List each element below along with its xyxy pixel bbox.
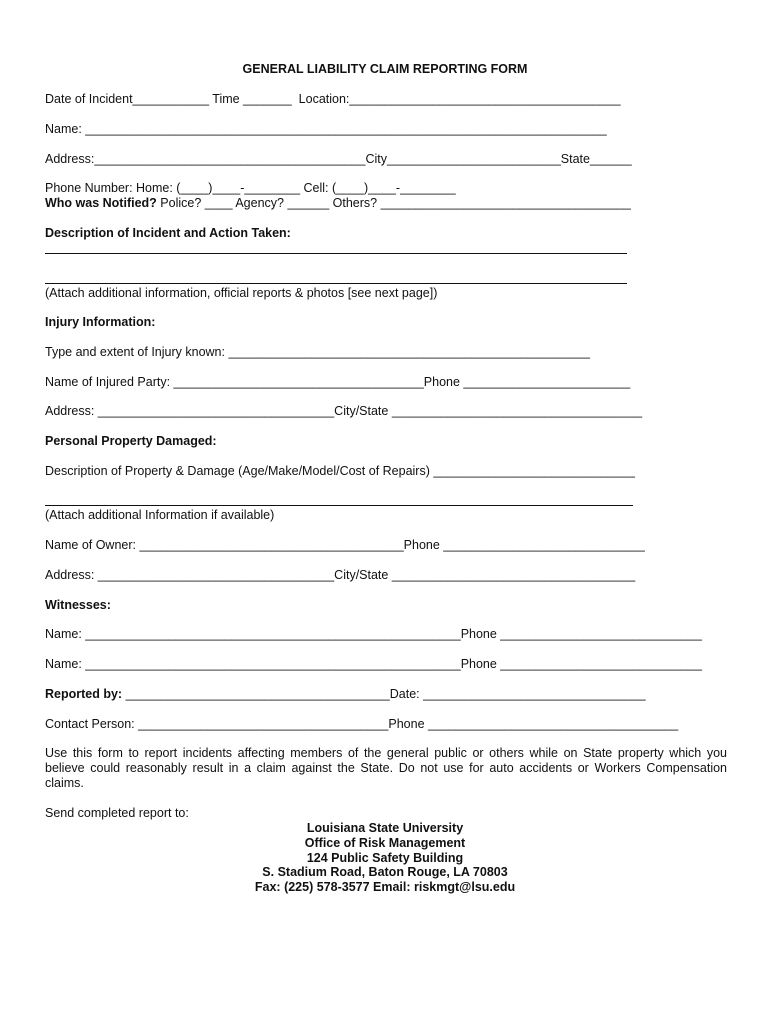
notified-label: Who was Notified? bbox=[45, 196, 157, 210]
reported-by-line bbox=[45, 687, 646, 702]
reported-by-label: Reported by: bbox=[45, 687, 123, 701]
witness-2-line: Name: ______________________________________________________Phone _____________________________ bbox=[45, 657, 702, 671]
attach-reports-note: (Attach additional information, official reports & photos [see next page]) bbox=[45, 286, 438, 300]
address-block-line-5: Fax: (225) 578-3577 Email: riskmgt@lsu.edu bbox=[254, 880, 516, 894]
owner-name-line: Name of Owner: ______________________________________Phone _____________________________ bbox=[45, 538, 645, 552]
instructions-paragraph: Use this form to report incidents affecting members of the general public or others while on State property which you believe could reasonably result in a claim against the State. Do not use for auto accidents or Workers Compensation claims. bbox=[45, 746, 727, 790]
form-title: GENERAL LIABILITY CLAIM REPORTING FORM bbox=[242, 62, 528, 76]
injury-heading: Injury Information: bbox=[45, 315, 156, 329]
injured-address-line: Address: __________________________________City/State ____________________________________ bbox=[45, 404, 643, 418]
address-block-line-4: S. Stadium Road, Baton Rouge, LA 70803 bbox=[262, 865, 508, 879]
description-blank-line-1 bbox=[45, 253, 627, 254]
property-blank-line bbox=[45, 505, 633, 506]
name-line: Name: ___________________________________________________________________________ bbox=[45, 122, 607, 136]
reported-by-fields: ______________________________________Date: ________________________________ bbox=[122, 687, 646, 701]
date-time-location-line: Date of Incident___________ Time _______ Location:_______________________________________ bbox=[45, 92, 621, 106]
contact-person-line: Contact Person: ____________________________________Phone ____________________________________ bbox=[45, 717, 679, 731]
address-block-line-2: Office of Risk Management bbox=[304, 836, 466, 850]
witness-1-line: Name: ______________________________________________________Phone _____________________________ bbox=[45, 627, 702, 641]
description-blank-line-2 bbox=[45, 283, 627, 284]
attach-info-note: (Attach additional Information if available) bbox=[45, 508, 275, 522]
phone-line: Phone Number: Home: (____)____-________ Cell: (____)____-________ bbox=[45, 181, 456, 195]
notified-fields: Police? ____ Agency? ______ Others? ____________________________________ bbox=[156, 196, 631, 210]
address-block-line-3: 124 Public Safety Building bbox=[306, 851, 464, 865]
notified-line bbox=[45, 196, 631, 211]
owner-address-line: Address: __________________________________City/State ___________________________________ bbox=[45, 568, 636, 582]
send-to-label: Send completed report to: bbox=[45, 806, 189, 820]
address-line: Address:_______________________________________City_________________________State______ bbox=[45, 152, 632, 166]
property-heading: Personal Property Damaged: bbox=[45, 434, 217, 448]
property-description-line: Description of Property & Damage (Age/Make/Model/Cost of Repairs) _____________________________ bbox=[45, 464, 635, 478]
description-heading: Description of Incident and Action Taken: bbox=[45, 226, 291, 240]
injured-party-line: Name of Injured Party: ____________________________________Phone ________________________ bbox=[45, 375, 631, 389]
address-block-line-1: Louisiana State University bbox=[306, 821, 464, 835]
injury-type-line: Type and extent of Injury known: ____________________________________________________ bbox=[45, 345, 590, 359]
witnesses-heading: Witnesses: bbox=[45, 598, 111, 612]
